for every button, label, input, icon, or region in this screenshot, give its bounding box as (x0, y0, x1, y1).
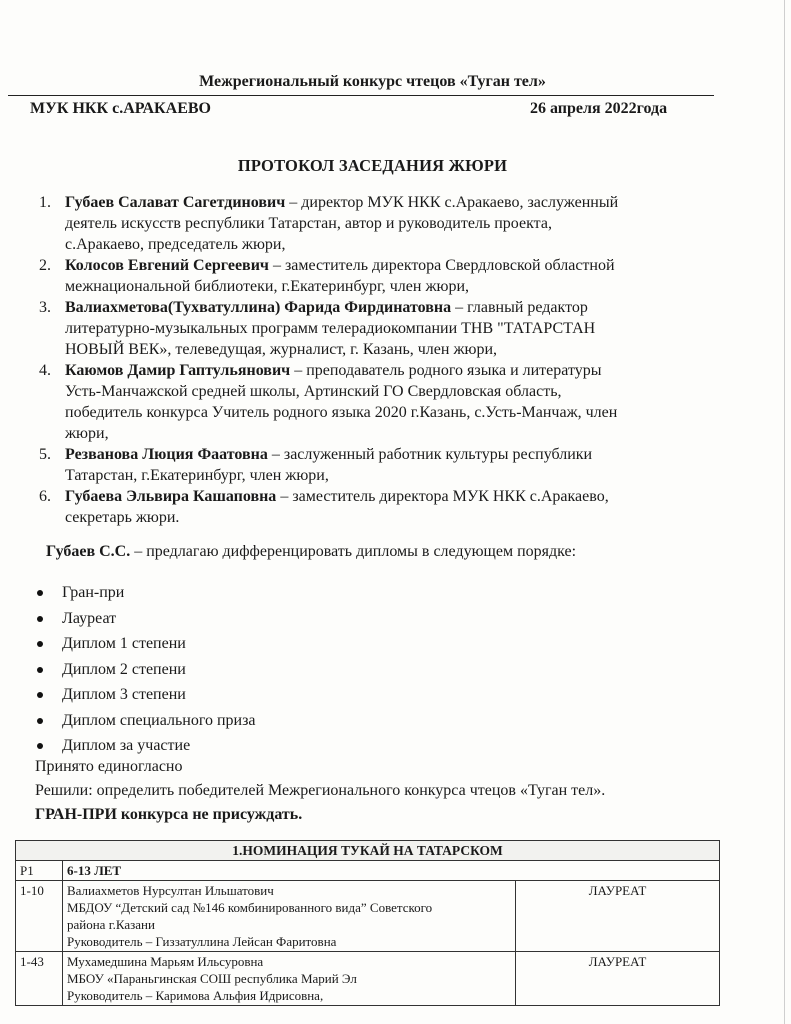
jury-number: 6. (39, 488, 51, 505)
table-row (16, 952, 720, 1006)
diploma-label: Диплом 1 степени (62, 635, 186, 652)
jury-description: – директор МУК НКК с.Аракаево, заслуженный (289, 194, 619, 211)
participant-name: Мухамедшина Марьям Ильсуровна (67, 954, 264, 969)
jury-description: жюри, (65, 425, 109, 442)
jury-number: 2. (39, 257, 51, 274)
bullet-icon (37, 641, 43, 647)
jury-name: Губаева Эльвира Кашаповна (65, 488, 277, 505)
protocol-title: ПРОТОКОЛ ЗАСЕДАНИЯ ЖЮРИ (237, 156, 508, 175)
document-date: 26 апреля 2022года (530, 100, 668, 117)
diploma-label: Диплом 2 степени (62, 660, 186, 678)
diploma-list (35, 580, 256, 759)
jury-name: Резванова Люция Фаатовна (65, 446, 268, 463)
scan-edge-line (784, 0, 785, 1024)
jury-description: – заслуженный работник культуры республики (271, 446, 593, 463)
bullet-icon (37, 743, 43, 749)
organization: МУК НКК с.АРАКАЕВО (30, 100, 211, 117)
age-group-row (16, 861, 720, 881)
participant-school: МБОУ «Параньгинская СОШ республика Марий Эл (67, 971, 357, 986)
diploma-label: Диплом за участие (62, 737, 191, 754)
diploma-item (35, 733, 256, 759)
diploma-label: Диплом специального приза (62, 711, 256, 729)
participant-award: ЛАУРЕАТ (516, 952, 720, 1006)
jury-description: литературно-музыкальных программ телерадиокомпании ТНВ "ТАТАРСТАН (65, 320, 596, 337)
jury-name: Валиахметова(Тухватуллина) Фарида Фирдинатовна (65, 299, 452, 316)
proposal-paragraph (46, 543, 576, 561)
jury-member (39, 360, 699, 444)
jury-list (39, 192, 699, 528)
accepted-text: Принято единогласно (35, 758, 183, 775)
results-table (15, 840, 720, 1006)
nomination-row (16, 841, 720, 861)
jury-member (39, 444, 699, 486)
bullet-icon (37, 692, 43, 698)
jury-member (39, 486, 699, 528)
jury-description: секретарь жюри. (65, 509, 180, 526)
participant-school: района г.Казани (67, 917, 155, 932)
jury-description: победитель конкурса Учитель родного языка 2020 г.Казань, с.Усть-Манчаж, член (65, 404, 618, 421)
proposal-text: – предлагаю дифференцировать дипломы в следующем порядке: (134, 543, 577, 560)
diploma-item (35, 631, 256, 657)
jury-description: – главный редактор (455, 299, 588, 316)
diploma-label: Лауреат (62, 609, 117, 627)
jury-member (39, 192, 699, 255)
bullet-icon (37, 667, 43, 673)
diploma-item (35, 657, 256, 683)
title-underline (8, 95, 714, 96)
age-code: Р1 (16, 861, 63, 881)
diploma-label: Диплом 3 степени (62, 686, 186, 703)
nomination-title: 1.НОМИНАЦИЯ ТУКАЙ НА ТАТАРСКОМ (16, 841, 720, 861)
grand-prix-text: ГРАН-ПРИ конкурса не присуждать. (35, 806, 303, 823)
participant-supervisor: Руководитель – Гиззатуллина Лейсан Фаритовна (67, 934, 337, 949)
participant-school: МБДОУ “Детский сад №146 комбинированного вида” Советского (67, 900, 433, 915)
diploma-item (35, 682, 256, 708)
jury-member (39, 297, 699, 360)
participant-award: ЛАУРЕАТ (516, 881, 720, 952)
jury-name: Губаев Салават Сагетдинович (65, 194, 286, 211)
jury-description: Усть-Манчажской средней школы, Артинский ГО Свердловская область, (65, 383, 562, 400)
jury-number: 5. (39, 446, 51, 463)
participant-info (63, 881, 516, 952)
jury-description: деятель искусств республики Татарстан, автор и руководитель проекта, (65, 215, 552, 232)
jury-name: Каюмов Дамир Гаптульянович (65, 362, 291, 379)
jury-member (39, 255, 699, 297)
decision-text: Решили: определить победителей Межрегионального конкурса чтецов «Туган тел». (35, 782, 606, 799)
contest-title: Межрегиональный конкурс чтецов «Туган тел» (199, 73, 546, 90)
diploma-item (35, 580, 256, 606)
participant-name: Валиахметов Нурсултан Ильшатович (67, 883, 274, 898)
jury-description: – преподаватель родного языка и литературы (294, 362, 602, 379)
participant-code: 1-43 (16, 952, 63, 1006)
proposal-speaker: Губаев С.С. (46, 543, 131, 560)
jury-description: Татарстан, г.Екатеринбург, член жюри, (65, 467, 329, 484)
jury-description: НОВЫЙ ВЕК», телеведущая, журналист, г. Казань, член жюри, (65, 341, 498, 358)
participant-supervisor: Руководитель – Каримова Альфия Идрисовна, (67, 988, 324, 1003)
jury-description: – заместитель директора МУК НКК с.Аракаево, (280, 488, 609, 505)
participant-code: 1-10 (16, 881, 63, 952)
table-row (16, 881, 720, 952)
jury-description: межнациональной библиотеки, г.Екатеринбург, член жюри, (65, 278, 470, 295)
jury-number: 1. (39, 194, 51, 211)
bullet-icon (37, 590, 43, 596)
bullet-icon (37, 616, 43, 622)
participant-info (63, 952, 516, 1006)
diploma-label: Гран-при (62, 584, 125, 601)
jury-number: 4. (39, 362, 51, 379)
age-group: 6-13 ЛЕТ (63, 861, 720, 881)
jury-number: 3. (39, 299, 51, 316)
bullet-icon (37, 718, 43, 724)
diploma-item (35, 606, 256, 632)
jury-description: – заместитель директора Свердловской областной (272, 257, 615, 274)
diploma-item (35, 708, 256, 734)
jury-name: Колосов Евгений Сергеевич (65, 257, 269, 274)
jury-description: с.Аракаево, председатель жюри, (65, 236, 286, 253)
